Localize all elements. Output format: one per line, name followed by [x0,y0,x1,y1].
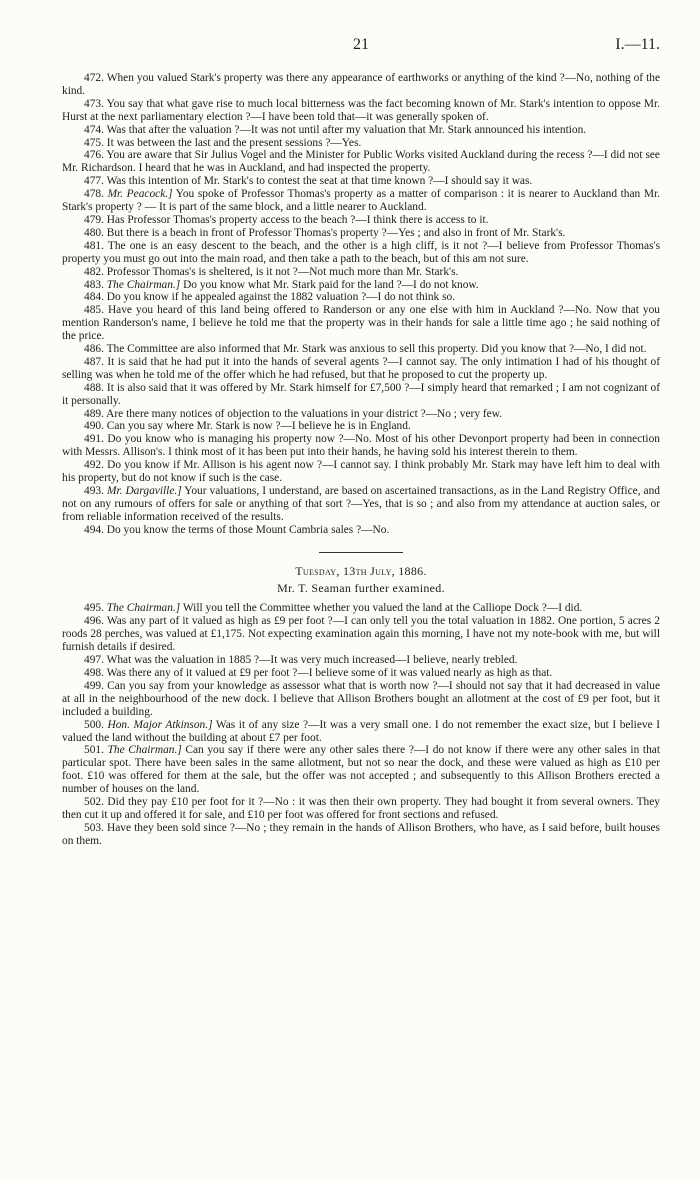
question-number: 483. [84,278,104,291]
question-answer: 487. It is said that he had put it into the hands of several agents ?—I cannot say. The only intimation I had of his thought of selling was when he told me of the offer which he had refused, but that he proposed to cut the property up. [62,355,660,381]
question-answer: 488. It is also said that it was offered by Mr. Stark himself for £7,500 ?—I simply heard that remarked ; I am not cognizant of it personally. [62,381,660,407]
page-header [62,36,660,56]
speaker-name: The Chairman.] [106,602,181,615]
question-answer: 476. You are aware that Sir Julius Vogel and the Minister for Public Works visited Auckland during the recess ?—I did not see Mr. Richardson. I heard that he was in Auckland, and had inspected the property. [62,149,660,175]
question-answer: 491. Do you know who is managing his property now ?—No. Most of his other Devonport property had been in connection with Messrs. Allison's. I think most of it has been put into their hands, he having sold his interest therein to them. [62,433,660,459]
witness-line: Mr. T. Seaman further examined. [277,580,445,595]
question-answer: 475. It was between the last and the present sessions ?—Yes. [84,136,362,149]
question-number: 500. [84,718,104,731]
speaker-name: Mr. Dargaville.] [106,485,182,497]
question-answer: 494. Do you know the terms of those Mount Cambria sales ?—No. [84,523,390,536]
question-answer: 473. You say that what gave rise to much local bitterness was the fact becoming known of Mr. Stark's intention to oppose Mr. Hurst at the next parliamentary election ?—I have been told that—it was generally spoken of. [62,97,660,123]
testimony-text: Can you say if there were any other sales there ?—I do not know if there were any other sales in that particular spot. There have been sales in the same allotment, but not so near the dock, and these were valued as high as £10 per foot. £10 was offered for them at the sale, but the offer was not accepted ; and subsequently to this Allison Brothers erected a number of houses on the land. [62,744,660,796]
question-answer: 479. Has Professor Thomas's property access to the beach ?—I think there is access to it. [84,213,489,226]
question-answer: 496. Was any part of it valued as high as £9 per foot ?—I can only tell you the total valuation in 1882. One portion, 5 acres 2 roods 28 perches, was valued at £1,175. Not expecting examination again this morning, I have not my note-book with me, but will furnish details if desired. [62,615,660,654]
testimony-text: Your valuations, I understand, are based on ascertained transactions, as in the Land Registry Office, and not on any rumours of offers for sale or anything of that sort ?—Yes, that is so ; and also from my attendance at auction sales, or from reliable information received of the results. [62,485,660,523]
section-divider [319,552,403,553]
question-answer [62,602,660,615]
question-number: 501. [84,744,104,757]
question-answer [62,744,660,796]
question-answer [62,485,660,524]
question-answer: 472. When you valued Stark's property was there any appearance of earthworks or anything of the kind ?—No, nothing of the kind. [62,72,660,97]
speaker-name: Mr. Peacock.] [107,188,173,201]
testimony-text: Will you tell the Committee whether you valued the land at the Calliope Dock ?—I did. [180,602,583,615]
question-answer: 486. The Committee are also informed that Mr. Stark was anxious to sell this property. Did you know that ?—No, I did not. [84,343,647,356]
page-number: 21 [353,36,369,53]
question-answer: 481. The one is an easy descent to the beach, and the other is a high cliff, is it not ?—I believe from Professor Thomas's property you must go out into the main road, and then take a path to the beach, but of this am not sure. [62,239,660,265]
question-answer: 502. Did they pay £10 per foot for it ?—No : it was then their own property. They had bought it from several owners. They then cut it up and offered it for sale, and £10 per foot was offered for front sections and refused. [62,796,660,821]
testimony-section-2 [62,602,660,847]
question-answer [62,279,660,292]
question-answer: 497. What was the valuation in 1885 ?—It was very much increased—I believe, nearly trebled. [84,654,518,667]
question-answer: 492. Do you know if Mr. Allison is his agent now ?—I cannot say. I think probably Mr. Stark may have left him to deal with his property, but do not know if such is the case. [62,459,660,485]
question-answer: 498. Was there any of it valued at £9 per foot ?—I believe some of it was valued nearly as high as that. [84,666,553,679]
testimony-text: Do you know what Mr. Stark paid for the land ?—I do not know. [180,278,479,291]
testimony-section-1 [62,72,660,537]
question-answer: 474. Was that after the valuation ?—It was not until after my valuation that Mr. Stark announced his intention. [84,123,587,136]
testimony-text: You spoke of Professor Thomas's property as a matter of comparison : it is nearer to Auckland than Mr. Stark's property ? — It is part of the same block, and a little nearer to Auckland. [62,188,660,214]
question-answer: 489. Are there many notices of objection to the valuations in your district ?—No ; very few. [84,407,503,420]
question-number: 495. [84,602,104,615]
question-number: 478. [84,188,104,201]
question-answer [62,719,660,745]
question-answer: 477. Was this intention of Mr. Stark's to contest the seat at that time known ?—I should say it was. [84,175,533,188]
session-date: Tuesday, 13th July, 1886. [295,563,427,578]
question-number: 493. [84,485,104,497]
question-answer: 485. Have you heard of this land being offered to Randerson or any one else with him in Auckland ?—No. Now that you mention Randerson's name, I believe he told me that the property was in their hands for sale a little time ago ; he said nothing of the price. [62,304,660,343]
document-body [62,72,660,848]
question-answer: 490. Can you say where Mr. Stark is now ?—I believe he is in England. [84,420,411,433]
speaker-name: The Chairman.] [106,278,181,291]
question-answer [62,188,660,214]
speaker-name: Hon. Major Atkinson.] [107,718,213,731]
question-answer: 499. Can you say from your knowledge as assessor what that is worth now ?—I should not say that it had decreased in value at all in the neighbourhood of the new dock. I believe that Allison Brothers bought an allotment at the cost of £9 per foot, but it included a building. [62,679,660,718]
question-answer: 482. Professor Thomas's is sheltered, is it not ?—Not much more than Mr. Stark's. [84,265,459,278]
speaker-name: The Chairman.] [107,744,182,757]
testimony-text: Was it of any size ?—It was a very small one. I do not remember the exact size, but I believe I valued the land without the building at about £7 per foot. [62,718,660,744]
question-answer: 484. Do you know if he appealed against the 1882 valuation ?—I do not think so. [84,291,456,304]
question-answer: 480. But there is a beach in front of Professor Thomas's property ?—Yes ; and also in front of Mr. Stark's. [84,226,566,239]
question-answer: 503. Have they been sold since ?—No ; they remain in the hands of Allison Brothers, who have, as I said before, built houses on them. [62,821,660,847]
document-reference: I.—11. [615,36,660,53]
